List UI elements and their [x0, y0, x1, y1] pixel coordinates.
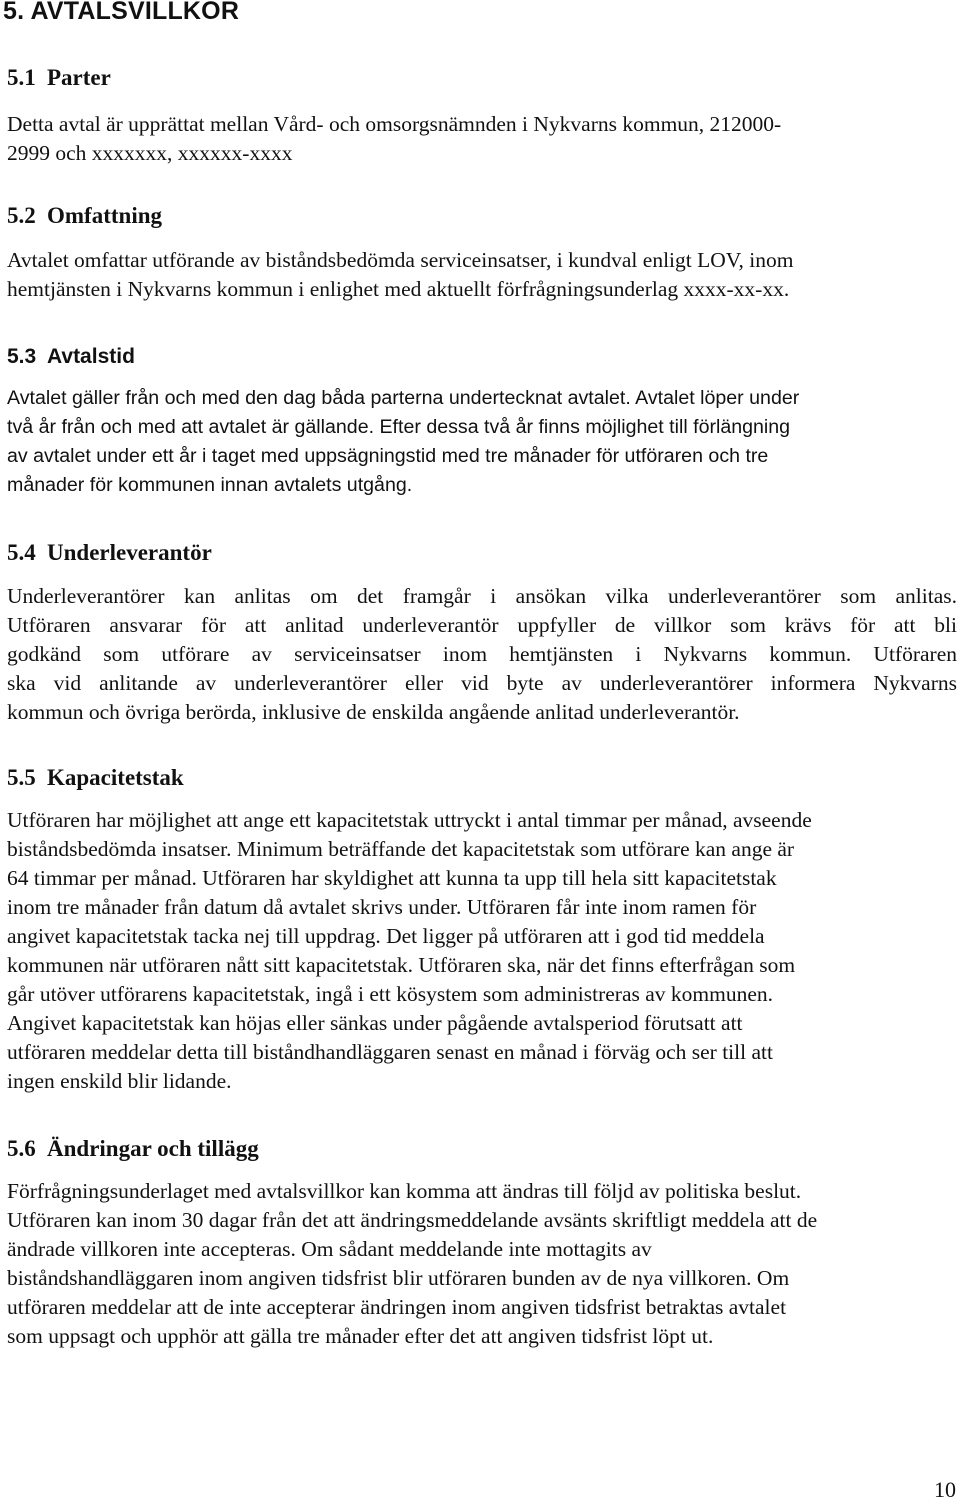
section-body-parter — [7, 110, 957, 168]
text-line: Utföraren kan inom 30 dagar från det att ändringsmeddelande avsänts skriftligt meddela att de — [7, 1208, 818, 1232]
page-number: 10 — [934, 1477, 956, 1502]
text-line: 64 timmar per månad. Utföraren har skyldighet att kunna ta upp till hela sitt kapacitetstak — [7, 866, 777, 890]
text-line: Utföraren har möjlighet att ange ett kapacitetstak uttryckt i antal timmar per månad, avseende — [7, 808, 812, 832]
section-title: Ändringar och tillägg — [47, 1136, 259, 1161]
text-line: går utöver utförarens kapacitetstak, ingå i ett kösystem som administreras av kommunen. — [7, 982, 774, 1006]
text-line: ska vid anlitande av underleverantörer eller vid byte av underleverantörer informera Nykvarns — [7, 671, 957, 695]
text-line: hemtjänsten i Nykvarns kommun i enlighet med aktuellt förfrågningsunderlag xxxx-xx-xx. — [7, 277, 790, 301]
text-line: inom tre månader från datum då avtalet skrivs under. Utföraren får inte inom ramen för — [7, 895, 757, 919]
text-line: ändrade villkoren inte accepteras. Om sådant meddelande inte mottagits av — [7, 1237, 652, 1261]
text-line: som uppsagt och upphör att gälla tre månader efter det att angiven tidsfrist löpt ut. — [7, 1324, 714, 1348]
section-heading-underleverantor — [7, 538, 212, 568]
text-line: angivet kapacitetstak tacka nej till uppdrag. Det ligger på utföraren att i god tid meddela — [7, 924, 765, 948]
section-heading-parter — [7, 63, 111, 93]
text-line: Utföraren ansvarar för att anlitad underleverantör uppfyller de villkor som krävs för att bli — [7, 613, 957, 637]
section-heading-andringar-och-tillagg — [7, 1134, 259, 1164]
text-line: Förfrågningsunderlaget med avtalsvillkor kan komma att ändras till följd av politiska beslut. — [7, 1179, 802, 1203]
text-line: Underleverantörer kan anlitas om det framgår i ansökan vilka underleverantörer som anlitas. — [7, 584, 957, 608]
text-line: två år från och med att avtalet är gällande. Efter dessa två år finns möjlighet till förlängning — [7, 416, 791, 438]
text-line: av avtalet under ett år i taget med uppsägningstid med tre månader för utföraren och tre — [7, 445, 769, 467]
text-line: 2999 och xxxxxxx, xxxxxx-xxxx — [7, 141, 293, 165]
text-line: kommun och övriga berörda, inklusive de enskilda angående anlitad underleverantör. — [7, 700, 740, 724]
section-body-omfattning — [7, 246, 957, 304]
text-line: godkänd som utförare av serviceinsatser inom hemtjänsten i Nykvarns kommun. Utföraren — [7, 642, 957, 666]
section-number: 5.4 — [7, 540, 36, 565]
text-line: utföraren meddelar att de inte accepterar ändringen inom angiven tidsfrist betraktas avtalet — [7, 1295, 787, 1319]
text-line: Avtalet gäller från och med den dag båda parterna undertecknat avtalet. Avtalet löper under — [7, 387, 800, 409]
section-number: 5.2 — [7, 203, 36, 228]
section-body-andringar-och-tillagg — [7, 1177, 957, 1351]
section-title: Avtalstid — [47, 345, 135, 368]
section-body-kapacitetstak — [7, 806, 957, 1096]
section-number: 5.6 — [7, 1136, 36, 1161]
text-line: biståndshandläggaren inom angiven tidsfrist blir utföraren bunden av de nya villkoren. Om — [7, 1266, 790, 1290]
chapter-title: 5. AVTALSVILLKOR — [3, 0, 240, 25]
text-line: Angivet kapacitetstak kan höjas eller sänkas under pågående avtalsperiod förutsatt att — [7, 1011, 743, 1035]
section-heading-omfattning — [7, 201, 162, 231]
section-number: 5.1 — [7, 65, 36, 90]
section-title: Underleverantör — [47, 540, 212, 565]
section-body-avtalstid — [7, 384, 957, 500]
text-line: Avtalet omfattar utförande av biståndsbedömda serviceinsatser, i kundval enligt LOV, inom — [7, 248, 794, 272]
text-line: ingen enskild blir lidande. — [7, 1069, 232, 1093]
text-line: utföraren meddelar detta till biståndhandläggaren senast en månad i förväg och ser till att — [7, 1040, 773, 1064]
text-line: månader för kommunen innan avtalets utgång. — [7, 474, 413, 496]
section-title: Parter — [47, 65, 111, 90]
section-body-underleverantor — [7, 582, 957, 727]
text-line: kommunen när utföraren nått sitt kapacitetstak. Utföraren ska, när det finns efterfrågan som — [7, 953, 796, 977]
section-number: 5.3 — [7, 345, 37, 368]
text-line: biståndsbedömda insatser. Minimum beträffande det kapacitetstak som utförare kan ange är — [7, 837, 795, 861]
section-number: 5.5 — [7, 765, 36, 790]
section-title: Omfattning — [47, 203, 162, 228]
section-heading-avtalstid — [7, 342, 135, 372]
section-title: Kapacitetstak — [47, 765, 184, 790]
section-heading-kapacitetstak — [7, 763, 184, 793]
text-line: Detta avtal är upprättat mellan Vård- och omsorgsnämnden i Nykvarns kommun, 212000- — [7, 112, 782, 136]
